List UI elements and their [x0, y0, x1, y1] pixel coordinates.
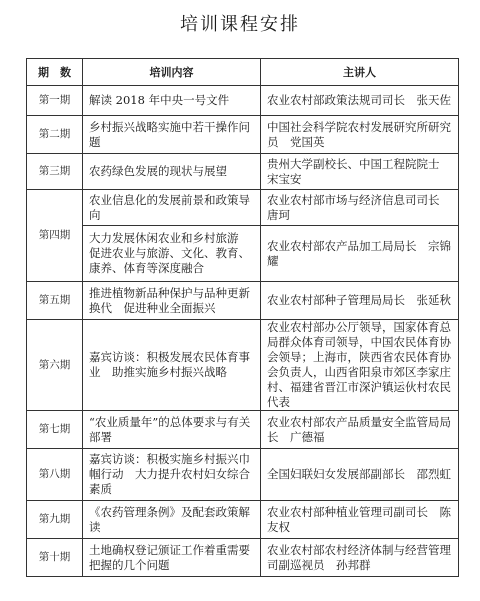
speaker-cell: 农业农村部市场与经济信息司司长 唐珂	[261, 190, 459, 226]
header-speaker: 主讲人	[261, 59, 459, 86]
schedule-table	[26, 58, 459, 577]
table-row	[27, 226, 459, 282]
content-cell: 农业信息化的发展前景和政策导向	[83, 190, 261, 226]
speaker-cell: 农业农村部政策法规司司长 张天佐	[261, 86, 459, 116]
speaker-cell: 全国妇联妇女发展部副部长 邵烈虹	[261, 449, 459, 501]
table-row	[27, 320, 459, 411]
speaker-cell: 农业农村部种子管理局局长 张延秋	[261, 282, 459, 320]
period-cell: 第十期	[27, 539, 83, 577]
header-period: 期 数	[27, 59, 83, 86]
speaker-cell: 中国社会科学院农村发展研究所研究员 党国英	[261, 116, 459, 154]
period-cell: 第四期	[27, 190, 83, 282]
header-content: 培训内容	[83, 59, 261, 86]
table-row	[27, 154, 459, 190]
period-cell: 第一期	[27, 86, 83, 116]
content-cell: 解读 2018 年中央一号文件	[83, 86, 261, 116]
speaker-cell: 贵州大学副校长、中国工程院院士 宋宝安	[261, 154, 459, 190]
content-cell: 嘉宾访谈：积极实施乡村振兴巾帼行动 大力提升农村妇女综合素质	[83, 449, 261, 501]
table-row	[27, 86, 459, 116]
content-cell: 农药绿色发展的现状与展望	[83, 154, 261, 190]
table-row	[27, 449, 459, 501]
table-row	[27, 539, 459, 577]
content-cell: 《农药管理条例》及配套政策解读	[83, 501, 261, 539]
speaker-cell: 农业农村部种植业管理司副司长 陈友权	[261, 501, 459, 539]
period-cell: 第五期	[27, 282, 83, 320]
period-cell: 第三期	[27, 154, 83, 190]
period-cell: 第九期	[27, 501, 83, 539]
page-title: 培训课程安排	[180, 14, 300, 35]
speaker-cell: 农业农村部办公厅领导，国家体育总局群众体育司领导，中国农民体育协会领导；上海市，陕西省农民体育协会负责人，山西省阳泉市郊区李家庄村、福建省晋江市深沪镇运伙村农民代表	[261, 320, 459, 411]
speaker-cell: 农业农村部农产品加工局局长 宗锦耀	[261, 226, 459, 282]
table-row	[27, 501, 459, 539]
table-header-row	[27, 59, 459, 86]
content-cell: 乡村振兴战略实施中若干操作问题	[83, 116, 261, 154]
period-cell: 第八期	[27, 449, 83, 501]
table-row	[27, 116, 459, 154]
content-cell: 嘉宾访谈：积极发展农民体育事业 助推实施乡村振兴战略	[83, 320, 261, 411]
table-row	[27, 282, 459, 320]
period-cell: 第二期	[27, 116, 83, 154]
table-row	[27, 411, 459, 449]
content-cell: “农业质量年”的总体要求与有关部署	[83, 411, 261, 449]
speaker-cell: 农业农村部农村经济体制与经营管理司副巡视员 孙邦群	[261, 539, 459, 577]
period-cell: 第七期	[27, 411, 83, 449]
content-cell: 大力发展休闲农业和乡村旅游 促进农业与旅游、文化、教育、康养、体育等深度融合	[83, 226, 261, 282]
speaker-cell: 农业农村部农产品质量安全监管局局长 广德福	[261, 411, 459, 449]
table-row	[27, 190, 459, 226]
content-cell: 推进植物新品种保护与品种更新换代 促进种业全面振兴	[83, 282, 261, 320]
content-cell: 土地确权登记颁证工作着重需要把握的几个问题	[83, 539, 261, 577]
period-cell: 第六期	[27, 320, 83, 411]
